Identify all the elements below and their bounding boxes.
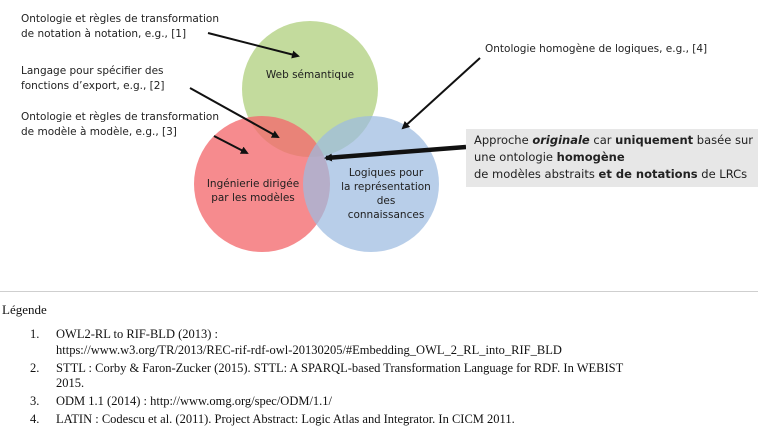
- callout-line-1: Approche originale car uniquement basée sur: [474, 133, 753, 147]
- legend-item-text: LATIN : Codescu et al. (2011). Project Abstract: Logic Atlas and Integrator. In CICM 2011.: [56, 412, 515, 426]
- callout-line-3: de modèles abstraits et de notations de LRCs: [474, 167, 748, 181]
- legend-item-link[interactable]: https://www.w3.org/TR/2013/REC-rif-rdf-owl-20130205/#Embedding_OWL_2_RL_into_RIF_BLD: [56, 342, 562, 357]
- note-notation: Ontologie et règles de transformation de notation à notation, e.g., [1]: [21, 13, 219, 40]
- callout-line-2: une ontologie homogène: [474, 150, 625, 164]
- note-export: Langage pour spécifier des fonctions d’export, e.g., [2]: [21, 65, 165, 92]
- note-logics: Ontologie homogène de logiques, e.g., [4]: [485, 43, 708, 55]
- label-model-driven-engineering: Ingénierie dirigée par les modèles: [206, 178, 300, 204]
- callout-box: [466, 129, 758, 187]
- legend-list: [30, 327, 750, 430]
- legend-item-number: 2.: [30, 360, 40, 375]
- legend-item-text: STTL : Corby & Faron-Zucker (2015). STTL: A SPARQL-based Transformation Language for RDF. In WEBIST: [56, 360, 624, 375]
- legend-item-number: 4.: [30, 412, 40, 426]
- legend-item: [30, 327, 750, 358]
- label-knowledge-logics: Logiques pour la représentation des connaissances: [341, 167, 431, 221]
- legend-item-number: 1.: [30, 327, 40, 341]
- legend-item: [30, 394, 750, 410]
- arrow-logics: [403, 58, 480, 128]
- legend-item-text: ODM 1.1 (2014) : http://www.omg.org/spec/ODM/1.1/: [56, 394, 333, 408]
- legend-item-number: 3.: [30, 394, 40, 408]
- note-model: Ontologie et règles de transformation de modèle à modèle, e.g., [3]: [21, 111, 219, 138]
- label-semantic-web: Web sémantique: [265, 69, 355, 81]
- legend-item-text: 2015.: [56, 376, 85, 390]
- legend-item-text: OWL2-RL to RIF-BLD (2013) :: [56, 327, 219, 341]
- legend-item: [30, 412, 750, 428]
- legend-title: Légende: [2, 302, 47, 317]
- legend-item: [30, 361, 750, 392]
